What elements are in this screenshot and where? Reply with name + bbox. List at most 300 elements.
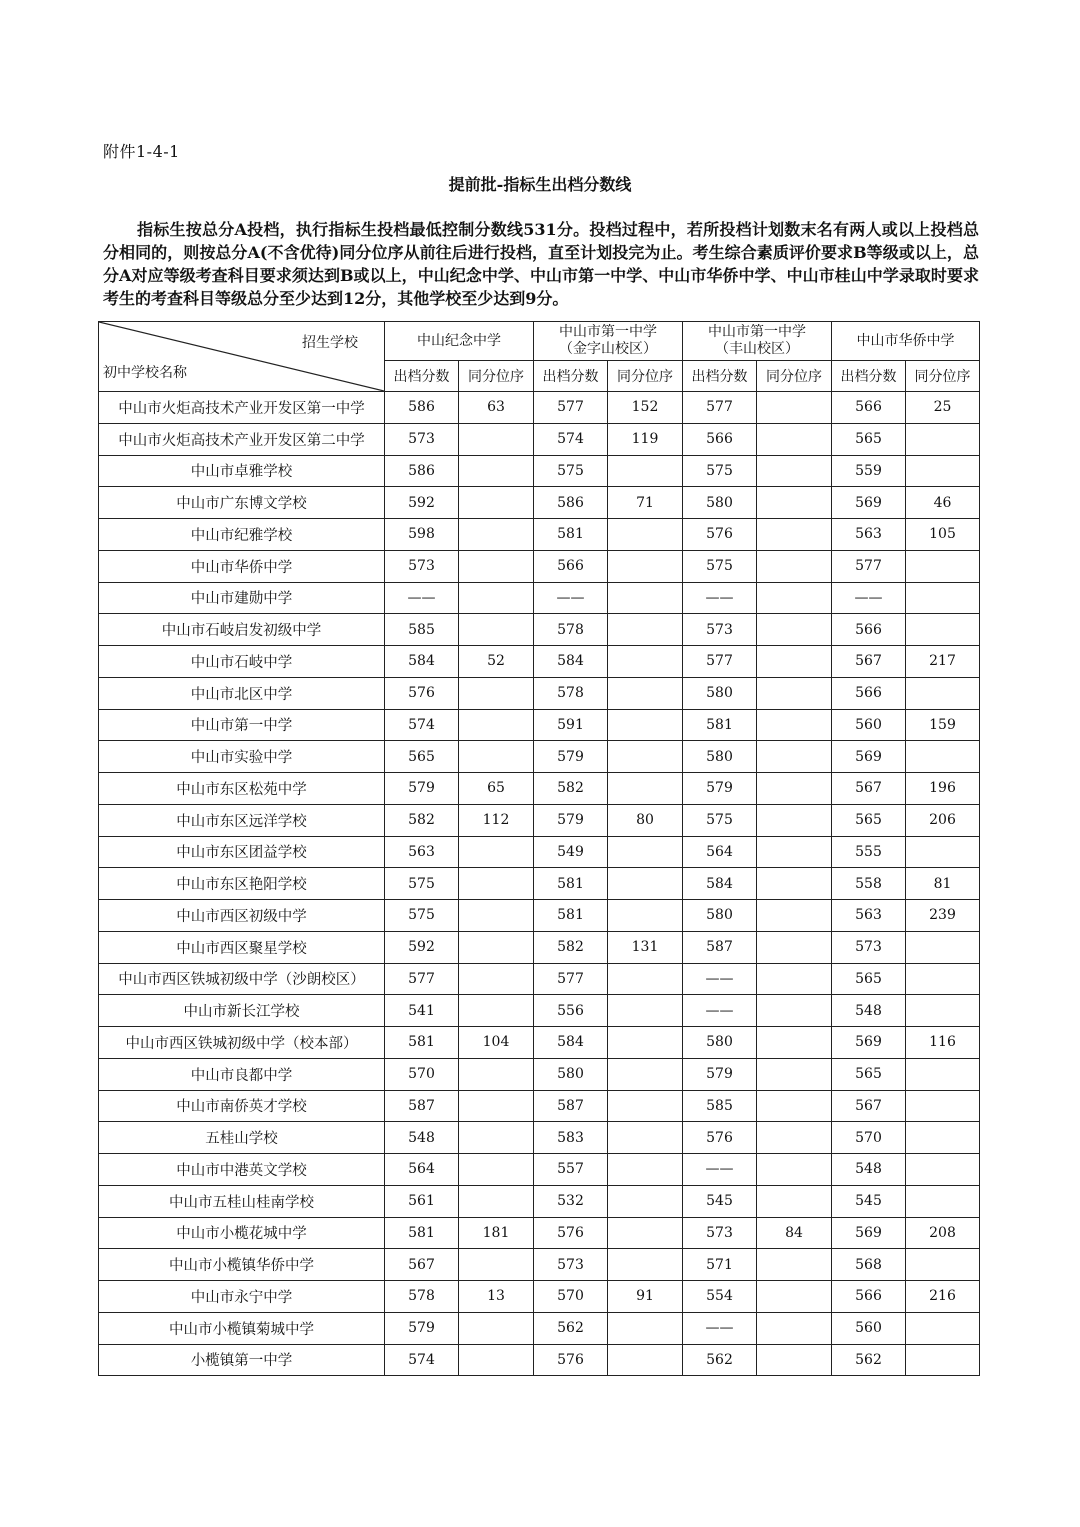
middle-school-name: 中山市西区聚星学校	[99, 931, 385, 963]
rank-cell	[459, 963, 534, 995]
table-body	[99, 392, 980, 1376]
rank-cell: 217	[906, 646, 980, 678]
middle-school-name: 中山市石岐启发初级中学	[99, 614, 385, 646]
score-cell: 566	[683, 423, 757, 455]
rank-cell: 81	[906, 868, 980, 900]
rank-cell	[608, 550, 683, 582]
score-cell: 576	[683, 1122, 757, 1154]
score-cell: 574	[534, 423, 608, 455]
middle-school-name: 中山市中港英文学校	[99, 1154, 385, 1186]
middle-school-name: 中山市小榄镇菊城中学	[99, 1312, 385, 1344]
score-cell: ——	[683, 995, 757, 1027]
rank-cell	[757, 1281, 832, 1313]
score-cell: 570	[832, 1122, 906, 1154]
rank-cell: 116	[906, 1027, 980, 1059]
score-cell: 566	[832, 392, 906, 424]
score-cell: 576	[385, 677, 459, 709]
score-cell: ——	[683, 963, 757, 995]
score-cell: 578	[385, 1281, 459, 1313]
column-header: 出档分数	[683, 361, 757, 392]
score-cell: 591	[534, 709, 608, 741]
rank-cell	[906, 995, 980, 1027]
score-cell: 554	[683, 1281, 757, 1313]
rank-cell	[757, 1027, 832, 1059]
rank-cell	[459, 1090, 534, 1122]
rank-cell	[906, 1122, 980, 1154]
middle-school-name: 中山市北区中学	[99, 677, 385, 709]
score-cell: 598	[385, 519, 459, 551]
score-cell: 592	[385, 931, 459, 963]
rank-cell	[608, 1058, 683, 1090]
rank-cell: 80	[608, 804, 683, 836]
rank-cell	[459, 582, 534, 614]
score-cell: 582	[534, 931, 608, 963]
rank-cell	[906, 1249, 980, 1281]
rank-cell	[757, 1344, 832, 1376]
score-cell: 580	[683, 1027, 757, 1059]
table-row	[99, 1058, 980, 1090]
score-cell: 577	[683, 392, 757, 424]
rank-cell	[757, 868, 832, 900]
score-cell: 545	[683, 1185, 757, 1217]
score-cell: 564	[683, 836, 757, 868]
school-header-line1: 中山市华侨中学	[856, 332, 955, 349]
table-row	[99, 646, 980, 678]
score-cell: 581	[534, 519, 608, 551]
score-cell: 586	[385, 455, 459, 487]
rank-cell	[757, 963, 832, 995]
rank-cell	[757, 550, 832, 582]
score-cell: 579	[385, 773, 459, 805]
score-cell: 577	[385, 963, 459, 995]
table-row	[99, 487, 980, 519]
school-header-0	[385, 322, 534, 361]
score-cell: 584	[534, 646, 608, 678]
rank-cell	[906, 677, 980, 709]
school-header-line1: 中山纪念中学	[417, 332, 501, 349]
rank-cell	[608, 519, 683, 551]
score-cell: 545	[832, 1185, 906, 1217]
table-row	[99, 836, 980, 868]
middle-school-name: 中山市小榄镇华侨中学	[99, 1249, 385, 1281]
corner-header-cell	[99, 322, 385, 392]
score-cell: 565	[832, 804, 906, 836]
rank-cell: 105	[906, 519, 980, 551]
rank-cell: 112	[459, 804, 534, 836]
rank-cell: 208	[906, 1217, 980, 1249]
table-row	[99, 1344, 980, 1376]
score-cell: 585	[683, 1090, 757, 1122]
score-cell: 565	[832, 1058, 906, 1090]
score-cell: 560	[832, 709, 906, 741]
rank-cell	[459, 1122, 534, 1154]
score-cell: 567	[832, 773, 906, 805]
score-cell: 584	[534, 1027, 608, 1059]
rank-cell	[906, 1154, 980, 1186]
rank-cell: 63	[459, 392, 534, 424]
score-cell: 575	[683, 804, 757, 836]
rank-cell	[906, 931, 980, 963]
rank-cell	[906, 582, 980, 614]
rank-cell	[459, 741, 534, 773]
column-header: 同分位序	[757, 361, 832, 392]
score-cell: 581	[534, 868, 608, 900]
rank-cell	[906, 1090, 980, 1122]
score-cell: 581	[385, 1027, 459, 1059]
rank-cell: 52	[459, 646, 534, 678]
rank-cell	[459, 550, 534, 582]
rank-cell	[459, 519, 534, 551]
rank-cell: 119	[608, 423, 683, 455]
score-cell: 563	[385, 836, 459, 868]
rank-cell	[757, 519, 832, 551]
rank-cell	[608, 1185, 683, 1217]
rank-cell: 13	[459, 1281, 534, 1313]
rank-cell: 84	[757, 1217, 832, 1249]
score-cell: 586	[385, 392, 459, 424]
attachment-label: 附件1-4-1	[103, 142, 180, 161]
table-row	[99, 550, 980, 582]
rank-cell	[608, 741, 683, 773]
rank-cell	[757, 423, 832, 455]
table-row	[99, 931, 980, 963]
score-cell: 563	[832, 519, 906, 551]
rank-cell	[757, 1058, 832, 1090]
score-cell: 584	[385, 646, 459, 678]
rank-cell	[608, 709, 683, 741]
score-cell: 575	[683, 455, 757, 487]
rank-cell	[459, 614, 534, 646]
score-cell: 571	[683, 1249, 757, 1281]
score-cell: 562	[683, 1344, 757, 1376]
rank-cell: 91	[608, 1281, 683, 1313]
score-cell: 562	[534, 1312, 608, 1344]
score-cell: 570	[534, 1281, 608, 1313]
rank-cell	[459, 423, 534, 455]
rank-cell	[459, 931, 534, 963]
middle-school-name: 中山市卓雅学校	[99, 455, 385, 487]
rank-cell	[459, 1344, 534, 1376]
rank-cell	[757, 804, 832, 836]
table-row	[99, 1281, 980, 1313]
header-row-schools	[99, 322, 980, 361]
score-cell: 592	[385, 487, 459, 519]
middle-school-name: 中山市东区团益学校	[99, 836, 385, 868]
score-cell: 580	[683, 487, 757, 519]
score-cell: 575	[385, 900, 459, 932]
score-cell: 575	[534, 455, 608, 487]
score-cell: 559	[832, 455, 906, 487]
score-cell: ——	[385, 582, 459, 614]
score-cell: 576	[534, 1344, 608, 1376]
score-cell: 580	[683, 900, 757, 932]
middle-school-name: 中山市广东博文学校	[99, 487, 385, 519]
rank-cell: 104	[459, 1027, 534, 1059]
column-header: 同分位序	[906, 361, 980, 392]
score-cell: 573	[832, 931, 906, 963]
table-row	[99, 963, 980, 995]
score-cell: 580	[534, 1058, 608, 1090]
table-row	[99, 900, 980, 932]
rank-cell	[757, 455, 832, 487]
score-cell: 570	[385, 1058, 459, 1090]
score-cell: 577	[534, 392, 608, 424]
rank-cell	[459, 900, 534, 932]
rank-cell	[608, 1090, 683, 1122]
score-cell: 565	[385, 741, 459, 773]
rank-cell	[757, 1312, 832, 1344]
table-row	[99, 773, 980, 805]
score-cell: 581	[683, 709, 757, 741]
rank-cell	[459, 995, 534, 1027]
rank-cell: 152	[608, 392, 683, 424]
table-row	[99, 1249, 980, 1281]
middle-school-name: 中山市西区铁城初级中学（校本部）	[99, 1027, 385, 1059]
rank-cell: 206	[906, 804, 980, 836]
rank-cell	[906, 1312, 980, 1344]
score-cell: 574	[385, 709, 459, 741]
score-cell: 548	[385, 1122, 459, 1154]
score-cell: 563	[832, 900, 906, 932]
rank-cell	[757, 614, 832, 646]
rank-cell	[608, 1344, 683, 1376]
rank-cell	[608, 1027, 683, 1059]
rank-cell: 181	[459, 1217, 534, 1249]
rank-cell: 131	[608, 931, 683, 963]
rank-cell	[906, 1344, 980, 1376]
score-cell: 532	[534, 1185, 608, 1217]
rank-cell	[757, 582, 832, 614]
table-row	[99, 455, 980, 487]
page-title: 提前批-指标生出档分数线	[448, 175, 632, 194]
school-header-line2: （丰山校区）	[715, 341, 799, 357]
rank-cell	[757, 646, 832, 678]
table-row	[99, 868, 980, 900]
rank-cell	[906, 741, 980, 773]
column-header: 出档分数	[832, 361, 906, 392]
score-cell: 573	[683, 614, 757, 646]
rank-cell	[459, 1185, 534, 1217]
score-cell: ——	[534, 582, 608, 614]
table-row	[99, 1154, 980, 1186]
rank-cell	[906, 836, 980, 868]
rank-cell	[757, 392, 832, 424]
school-header-2	[683, 322, 832, 361]
rank-cell	[757, 931, 832, 963]
school-header-1	[534, 322, 683, 361]
score-table	[98, 321, 980, 1376]
middle-school-name: 中山市南侨英才学校	[99, 1090, 385, 1122]
score-cell: 582	[385, 804, 459, 836]
score-cell: 569	[832, 487, 906, 519]
rank-cell	[459, 836, 534, 868]
table-row	[99, 709, 980, 741]
score-cell: 548	[832, 1154, 906, 1186]
rank-cell: 159	[906, 709, 980, 741]
rank-cell	[757, 1090, 832, 1122]
score-cell: 587	[534, 1090, 608, 1122]
score-cell: 573	[534, 1249, 608, 1281]
score-cell: 574	[385, 1344, 459, 1376]
rank-cell	[906, 614, 980, 646]
rank-cell	[459, 868, 534, 900]
score-cell: 577	[832, 550, 906, 582]
rank-cell	[459, 677, 534, 709]
score-cell: 556	[534, 995, 608, 1027]
rank-cell: 46	[906, 487, 980, 519]
score-cell: 581	[534, 900, 608, 932]
rank-cell	[608, 1312, 683, 1344]
score-cell: 557	[534, 1154, 608, 1186]
score-cell: 566	[832, 1281, 906, 1313]
score-cell: 579	[534, 804, 608, 836]
score-cell: 580	[683, 677, 757, 709]
score-cell: 562	[832, 1344, 906, 1376]
score-cell: 549	[534, 836, 608, 868]
rank-cell	[608, 963, 683, 995]
rank-cell: 25	[906, 392, 980, 424]
score-cell: 581	[385, 1217, 459, 1249]
rank-cell	[459, 487, 534, 519]
middle-school-name: 中山市火炬高技术产业开发区第二中学	[99, 423, 385, 455]
score-cell: 577	[683, 646, 757, 678]
score-cell: 564	[385, 1154, 459, 1186]
corner-enrolling-school-label: 招生学校	[302, 335, 358, 351]
school-header-line2: （金字山校区）	[559, 341, 657, 357]
middle-school-name: 中山市东区松苑中学	[99, 773, 385, 805]
table-row	[99, 614, 980, 646]
rank-cell	[608, 868, 683, 900]
middle-school-name: 中山市纪雅学校	[99, 519, 385, 551]
score-cell: 555	[832, 836, 906, 868]
table-row	[99, 677, 980, 709]
rank-cell: 239	[906, 900, 980, 932]
middle-school-name: 小榄镇第一中学	[99, 1344, 385, 1376]
rank-cell	[757, 709, 832, 741]
score-cell: 573	[385, 550, 459, 582]
score-cell: 586	[534, 487, 608, 519]
rank-cell	[757, 677, 832, 709]
score-cell: ——	[683, 1154, 757, 1186]
rank-cell	[608, 614, 683, 646]
score-cell: 565	[832, 963, 906, 995]
score-cell: 567	[832, 1090, 906, 1122]
score-cell: 579	[534, 741, 608, 773]
middle-school-name: 中山市东区艳阳学校	[99, 868, 385, 900]
rank-cell	[757, 773, 832, 805]
score-cell: 569	[832, 1027, 906, 1059]
school-header-3	[832, 322, 980, 361]
middle-school-name: 中山市石岐中学	[99, 646, 385, 678]
score-cell: 578	[534, 614, 608, 646]
table-row	[99, 804, 980, 836]
middle-school-name: 中山市新长江学校	[99, 995, 385, 1027]
corner-middle-school-label: 初中学校名称	[103, 365, 187, 381]
score-cell: 580	[683, 741, 757, 773]
table-row	[99, 741, 980, 773]
table-row	[99, 995, 980, 1027]
middle-school-name: 中山市良都中学	[99, 1058, 385, 1090]
rank-cell	[906, 423, 980, 455]
rank-cell	[757, 741, 832, 773]
rank-cell	[608, 582, 683, 614]
score-cell: 575	[683, 550, 757, 582]
rank-cell	[757, 836, 832, 868]
rank-cell	[757, 900, 832, 932]
table-row	[99, 1027, 980, 1059]
middle-school-name: 中山市五桂山桂南学校	[99, 1185, 385, 1217]
rank-cell	[608, 773, 683, 805]
rank-cell	[608, 1122, 683, 1154]
rank-cell	[459, 1249, 534, 1281]
rank-cell	[757, 995, 832, 1027]
score-cell: 548	[832, 995, 906, 1027]
score-cell: 568	[832, 1249, 906, 1281]
score-cell: 573	[683, 1217, 757, 1249]
score-cell: 567	[385, 1249, 459, 1281]
score-cell: 583	[534, 1122, 608, 1154]
rank-cell	[608, 1154, 683, 1186]
score-cell: 560	[832, 1312, 906, 1344]
rank-cell: 216	[906, 1281, 980, 1313]
middle-school-name: 中山市西区铁城初级中学（沙朗校区）	[99, 963, 385, 995]
rank-cell	[906, 1185, 980, 1217]
score-cell: 584	[683, 868, 757, 900]
rank-cell	[906, 963, 980, 995]
rank-cell: 71	[608, 487, 683, 519]
school-header-line1: 中山市第一中学	[708, 324, 806, 340]
rank-cell	[906, 550, 980, 582]
score-cell: 573	[385, 423, 459, 455]
rank-cell	[608, 995, 683, 1027]
score-cell: 587	[385, 1090, 459, 1122]
middle-school-name: 中山市实验中学	[99, 741, 385, 773]
score-cell: 579	[385, 1312, 459, 1344]
rank-cell	[459, 1154, 534, 1186]
score-cell: 576	[534, 1217, 608, 1249]
score-cell: 566	[832, 677, 906, 709]
score-cell: 566	[534, 550, 608, 582]
table-row	[99, 1185, 980, 1217]
score-cell: ——	[832, 582, 906, 614]
rank-cell	[906, 1058, 980, 1090]
score-cell: 579	[683, 1058, 757, 1090]
score-cell: 587	[683, 931, 757, 963]
rank-cell	[459, 455, 534, 487]
intro-paragraph: 指标生按总分A投档，执行指标生投档最低控制分数线531分。投档过程中，若所投档计划数末名有两人或以上投档总分相同的，则按总分A(不含优待)同分位序从前往后进行投档，直至计划投完为止。考生综合素质评价要求B等级或以上，总分A对应等级考查科目要求须达到B或以上，中山纪念中学、中山市第一中学、中山市华侨中学、中山市桂山中学录取时要求考生的考查科目等级总分至少达到12分，其他学校至少达到9分。	[103, 220, 979, 308]
score-cell: ——	[683, 1312, 757, 1344]
middle-school-name: 中山市华侨中学	[99, 550, 385, 582]
score-cell: 565	[832, 423, 906, 455]
column-header: 同分位序	[608, 361, 683, 392]
score-cell: 576	[683, 519, 757, 551]
column-header: 出档分数	[385, 361, 459, 392]
table-row	[99, 519, 980, 551]
table-row	[99, 392, 980, 424]
middle-school-name: 五桂山学校	[99, 1122, 385, 1154]
table-row	[99, 1090, 980, 1122]
rank-cell	[757, 1249, 832, 1281]
rank-cell	[757, 487, 832, 519]
score-cell: 561	[385, 1185, 459, 1217]
rank-cell	[906, 455, 980, 487]
score-cell: 566	[832, 614, 906, 646]
middle-school-name: 中山市火炬高技术产业开发区第一中学	[99, 392, 385, 424]
score-cell: 567	[832, 646, 906, 678]
rank-cell	[757, 1185, 832, 1217]
table-row	[99, 1217, 980, 1249]
column-header: 同分位序	[459, 361, 534, 392]
